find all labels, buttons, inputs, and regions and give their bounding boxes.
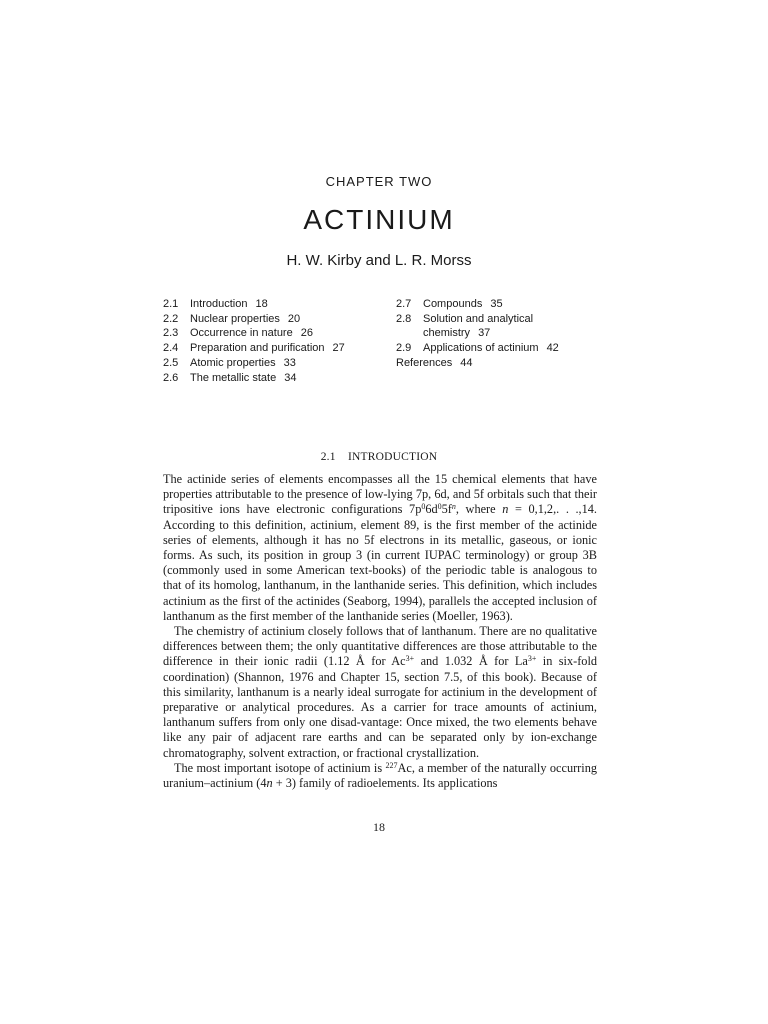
toc-entry	[163, 341, 383, 356]
toc-entry-page: 42	[546, 342, 559, 355]
table-of-contents-right	[396, 297, 606, 371]
toc-entry-title: Atomic properties	[190, 356, 276, 369]
toc-entry-number: 2.8	[396, 312, 412, 325]
toc-entry-number: 2.7	[396, 298, 412, 310]
chapter-title: ACTINIUM	[303, 204, 455, 235]
toc-entry	[163, 312, 383, 327]
toc-entry-number: 2.5	[163, 356, 179, 369]
chapter-authors: H. W. Kirby and L. R. Morss	[286, 252, 472, 269]
superscript: n	[451, 502, 456, 512]
text-run: and 1.032 Å for La	[414, 654, 528, 669]
text-run: + 3) family of radioelements. Its applications	[272, 776, 498, 791]
toc-entry-title: Occurrence in nature	[190, 327, 293, 340]
table-of-contents-left	[163, 297, 383, 385]
toc-entry-title: Preparation and purification	[190, 342, 325, 355]
superscript: 0	[437, 502, 442, 512]
text-run: , where	[455, 502, 503, 517]
paragraph-2	[163, 624, 597, 761]
toc-entry-title: Nuclear properties	[190, 312, 280, 325]
toc-entry-page: 27	[332, 342, 345, 355]
toc-entry	[163, 326, 383, 341]
toc-entry	[396, 297, 606, 312]
toc-entry-page: 37	[478, 327, 491, 340]
math-variable: n	[502, 502, 509, 517]
toc-entry-number: 2.2	[163, 312, 179, 325]
toc-entry-title: Introduction	[190, 298, 248, 310]
toc-entry-page: 20	[287, 312, 301, 325]
paragraph-3	[163, 761, 597, 791]
toc-entry-number: 2.9	[396, 342, 412, 355]
section-title: INTRODUCTION	[348, 451, 438, 463]
paragraph-1	[163, 472, 597, 624]
toc-entry-page: 44	[460, 356, 473, 369]
superscript: 0	[421, 502, 426, 512]
toc-entry-number: 2.6	[163, 371, 179, 384]
toc-entry-page: 33	[283, 356, 296, 369]
text-run: = 0,1,2,. . .,14. According to this definition, actinium, element 89, is the first member of the actinide series of elements, although it has no 5f electrons in its metallic, gaseous, or ionic forms. As such, its position in group 3 (in current IUPAC terminology) or group 3B (commonly used in some American text-books) of the periodic table is analogous to that of its homolog, lanthanum, in the lanthanide series. This definition, which includes actinium as the first of the actinides (Seaborg, 1994), parallels the accepted inclusion of lanthanum as the first member of the lanthanide series (Moeller, 1963).	[163, 502, 598, 623]
chapter-label: CHAPTER TWO	[325, 174, 433, 189]
toc-entry	[163, 356, 383, 371]
text-run: The most important isotope of actinium is	[174, 760, 386, 775]
page-number: 18	[373, 820, 385, 834]
toc-entry-number: 2.1	[163, 298, 179, 310]
toc-entry-page: 35	[490, 298, 503, 310]
toc-entry-references	[396, 356, 606, 371]
text-run: in six-fold coordination) (Shannon, 1976 and Chapter 15, section 7.5, of this book). Because of this similarity, lanthanum is a nearly ideal surrogate for actinium in the development of preparative or analytical procedures. As a carrier for trace amounts of actinium, lanthanum suffers from only one disad-vantage: Once mixed, the two elements behave like any pair of adjacent rare earths and can be separated only by ion-exchange chromatography, solvent extraction, or fractional crystallization.	[163, 654, 598, 760]
toc-entry-title-continued: chemistry	[423, 327, 471, 340]
superscript: 227	[385, 760, 398, 770]
superscript: 3+	[527, 654, 537, 664]
toc-entry-number: 2.4	[163, 342, 179, 355]
text-run: 5f	[441, 502, 452, 517]
superscript: 3+	[405, 654, 415, 664]
toc-entry-page: 26	[300, 327, 313, 340]
body-text	[163, 472, 597, 791]
toc-entry	[396, 341, 606, 356]
toc-entry	[163, 371, 383, 386]
text-run: 6d	[425, 502, 438, 517]
math-variable: n	[266, 776, 273, 791]
toc-entry-title: Compounds	[423, 298, 483, 310]
toc-entry	[163, 297, 383, 312]
toc-entry-title: The metallic state	[190, 371, 277, 384]
section-heading	[0, 451, 758, 463]
toc-entry	[396, 312, 606, 341]
section-number: 2.1	[320, 451, 336, 463]
text-run: The actinide series of elements encompasses all the 15 chemical elements that have properties attributable to the presence of low-lying 7p, 6d, and 5f orbitals such that their tripositive ions have electronic configurations 7p	[163, 472, 597, 517]
toc-entry-title: Applications of actinium	[423, 342, 539, 355]
toc-entry-title: Solution and analytical	[423, 312, 534, 325]
toc-entry-page: 18	[255, 298, 268, 310]
toc-entry-page: 34	[284, 371, 297, 384]
toc-entry-number: 2.3	[163, 327, 179, 340]
text-run: The chemistry of actinium closely follows that of lanthanum. There are no qualitative differences between them; the only quantitative differences are those attributable to the difference in their ionic radii (1.12 Å for Ac	[163, 624, 597, 669]
text-run: Ac, a member of the naturally occurring uranium–actinium (4	[163, 760, 597, 791]
toc-entry-title: References	[396, 356, 453, 369]
